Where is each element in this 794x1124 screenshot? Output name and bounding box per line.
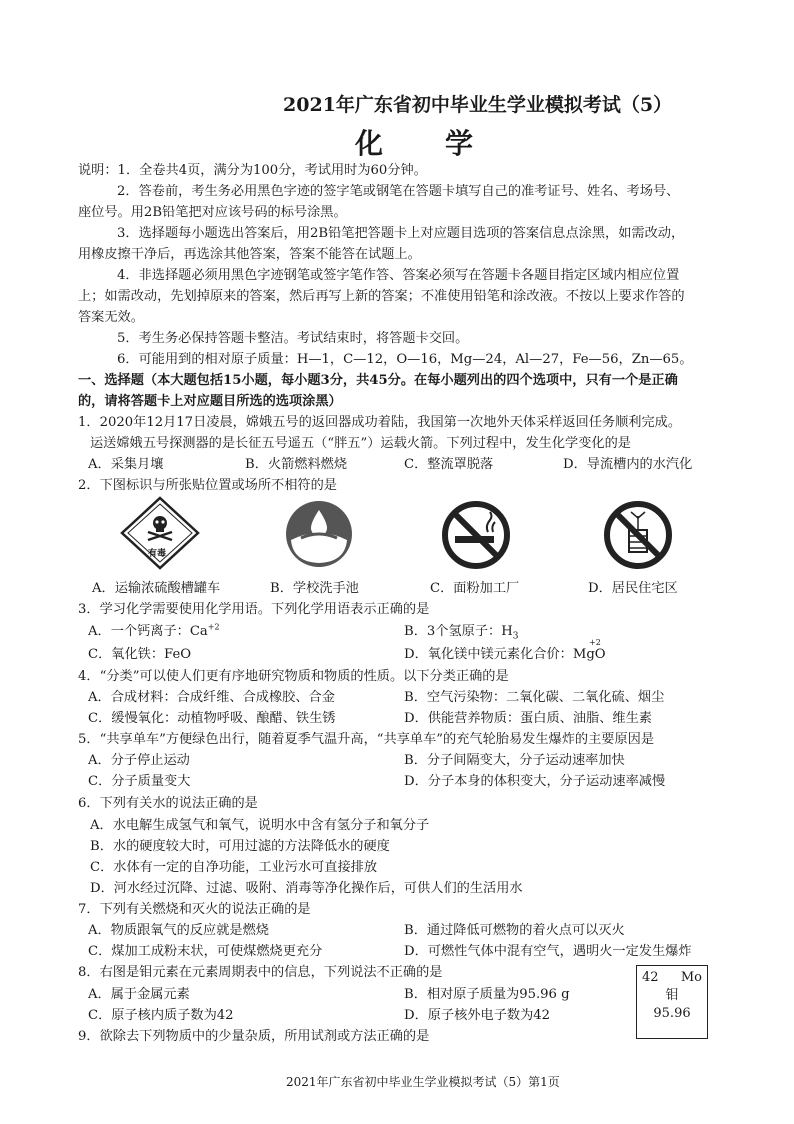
instruction-line: 3．选择题每小题选出答案后，用2B铅笔把答题卡上对应题目选项的答案信息点涂黑，如需改动， <box>117 226 685 241</box>
option-c: C．整流罩脱落 <box>404 457 494 472</box>
toxic-label: 有毒 <box>148 549 167 559</box>
option-d: D．可燃性气体中混有空气，遇明火一定发生爆炸 <box>404 944 692 959</box>
instruction-line: 座位号。用2B铅笔把对应该号码的标号涂黑。 <box>78 205 347 220</box>
option-b: B．相对原子质量为95.96 g <box>404 987 570 1002</box>
option-d: D．供能营养物质：蛋白质、油脂、维生素 <box>404 711 652 726</box>
option-b: B．通过降低可燃物的着火点可以灭火 <box>404 923 625 938</box>
option-a: A．属于金属元素 <box>88 987 190 1002</box>
option-d: D．导流槽内的水汽化 <box>563 457 693 472</box>
element-info-box <box>636 965 708 1039</box>
option-d: D．氧化镁中镁元素化合价：MgO <box>404 647 606 662</box>
question-stem: 8．右图是钼元素在元素周期表中的信息，下列说法不正确的是 <box>78 965 443 980</box>
option-a: A．物质跟氧气的反应就是燃烧 <box>88 923 269 938</box>
no-fireworks-icon <box>603 500 673 570</box>
valence-mark: +2 <box>589 638 601 647</box>
instruction-line: 答案无效。 <box>78 310 144 325</box>
option-b: B．火箭燃料燃烧 <box>245 457 348 472</box>
instruction-line: 用橡皮擦干净后，再选涂其他答案，答案不能答在试题上。 <box>78 247 421 262</box>
option-d: D．分子本身的体积变大，分子运动速率减慢 <box>404 774 666 789</box>
instruction-line: 说明：1．全卷共4页，满分为100分，考试用时为60分钟。 <box>78 163 427 178</box>
option-d: D．居民住宅区 <box>588 581 678 596</box>
section-heading: 一、选择题（本大题包括15小题，每小题3分，共45分。在每小题列出的四个选项中，只有一个是正确 <box>78 373 678 388</box>
atomic-number: 42 <box>642 970 659 985</box>
question-stem: 5．“共享单车”方便绿色出行，随着夏季气温升高，“共享单车”的充气轮胎易发生爆炸的主要原因是 <box>78 732 655 747</box>
option-c: C．分子质量变大 <box>88 774 191 789</box>
instruction-line: 上；如需改动，先划掉原来的答案，然后再写上新的答案；不准使用铅笔和涂改液。不按以上要求作答的 <box>78 289 685 304</box>
question-stem: 6．下列有关水的说法正确的是 <box>78 796 258 811</box>
option-a: A．一个钙离子：$Ca^{+2}$ <box>88 622 220 639</box>
atomic-mass: 95.96 <box>653 1006 691 1021</box>
option-c: C．氧化铁：FeO <box>88 647 192 662</box>
element-name: 钼 <box>665 988 679 1003</box>
option-b: B．水的硬度较大时，可用过滤的方法降低水的硬度 <box>90 839 390 854</box>
option-c: C．原子核内质子数为42 <box>88 1008 234 1023</box>
question-stem: 7．下列有关燃烧和灭火的说法正确的是 <box>78 902 311 917</box>
subject-title: 化 学 <box>355 127 476 160</box>
option-a: A．合成材料：合成纤维、合成橡胶、合金 <box>88 690 335 705</box>
option-a: A．运输浓硫酸槽罐车 <box>92 581 221 596</box>
instruction-line: 6．可能用到的相对原子质量：H—1，C—12，O—16，Mg—24，Al—27，Fe—56，Zn—65。 <box>117 352 693 367</box>
option-d: D．原子核外电子数为42 <box>404 1008 551 1023</box>
water-saving-icon <box>285 500 353 568</box>
option-a: A．采集月壤 <box>88 457 164 472</box>
option-c: C．面粉加工厂 <box>430 581 520 596</box>
exam-title: 2021年广东省初中毕业生学业模拟考试（5） <box>283 94 673 116</box>
option-b: B．3个氢原子：$H_3$ <box>404 624 519 642</box>
question-stem: 2．下图标识与所张贴位置或场所不相符的是 <box>78 478 337 493</box>
element-symbol: Mo <box>680 970 702 985</box>
no-smoking-icon <box>441 500 511 570</box>
option-b: B．学校洗手池 <box>270 581 359 596</box>
question-stem: 3．学习化学需要使用化学用语。下列化学用语表示正确的是 <box>78 602 430 617</box>
option-c: C．水体有一定的自净功能，工业污水可直接排放 <box>90 860 378 875</box>
option-a: A．水电解生成氢气和氧气，说明水中含有氢分子和氧分子 <box>90 818 430 833</box>
option-c: C．缓慢氧化：动植物呼吸、酿醋、铁生锈 <box>88 711 336 726</box>
option-c: C．煤加工成粉末状，可使煤燃烧更充分 <box>88 944 323 959</box>
question-stem: 1．2020年12月17日凌晨，嫦娥五号的返回器成功着陆，我国第一次地外天体采样返回任务顺利完成。 <box>78 415 682 430</box>
section-heading: 的，请将答题卡上对应题目所选的选项涂黑） <box>78 394 342 409</box>
page-footer: 2021年广东省初中毕业生学业模拟考试（5）第1页 <box>286 1075 560 1089</box>
option-b: B．空气污染物：二氧化碳、二氧化硫、烟尘 <box>404 690 665 705</box>
option-b: B．分子间隔变大，分子运动速率加快 <box>404 753 625 768</box>
instruction-line: 4．非选择题必须用黑色字迹钢笔或签字笔作答、答案必须写在答题卡各题目指定区域内相应位置 <box>117 268 680 283</box>
option-a: A．分子停止运动 <box>88 753 190 768</box>
instruction-line: 5．考生务必保持答题卡整洁。考试结束时，将答题卡交回。 <box>117 331 469 346</box>
question-stem: 运送嫦娥五号探测器的是长征五号遥五（“胖五”）运载火箭。下列过程中，发生化学变化的是 <box>90 436 631 451</box>
question-stem: 9．欲除去下列物质中的少量杂质，所用试剂或方法正确的是 <box>78 1029 430 1044</box>
question-stem: 4．“分类”可以使人们更有序地研究物质和物质的性质。以下分类正确的是 <box>78 669 509 684</box>
instruction-line: 2．答卷前，考生务必用黑色字迹的签字笔或钢笔在答题卡填写自己的准考证号、姓名、考场号、 <box>117 184 680 199</box>
option-d: D．河水经过沉降、过滤、吸附、消毒等净化操作后，可供人们的生活用水 <box>90 881 523 896</box>
